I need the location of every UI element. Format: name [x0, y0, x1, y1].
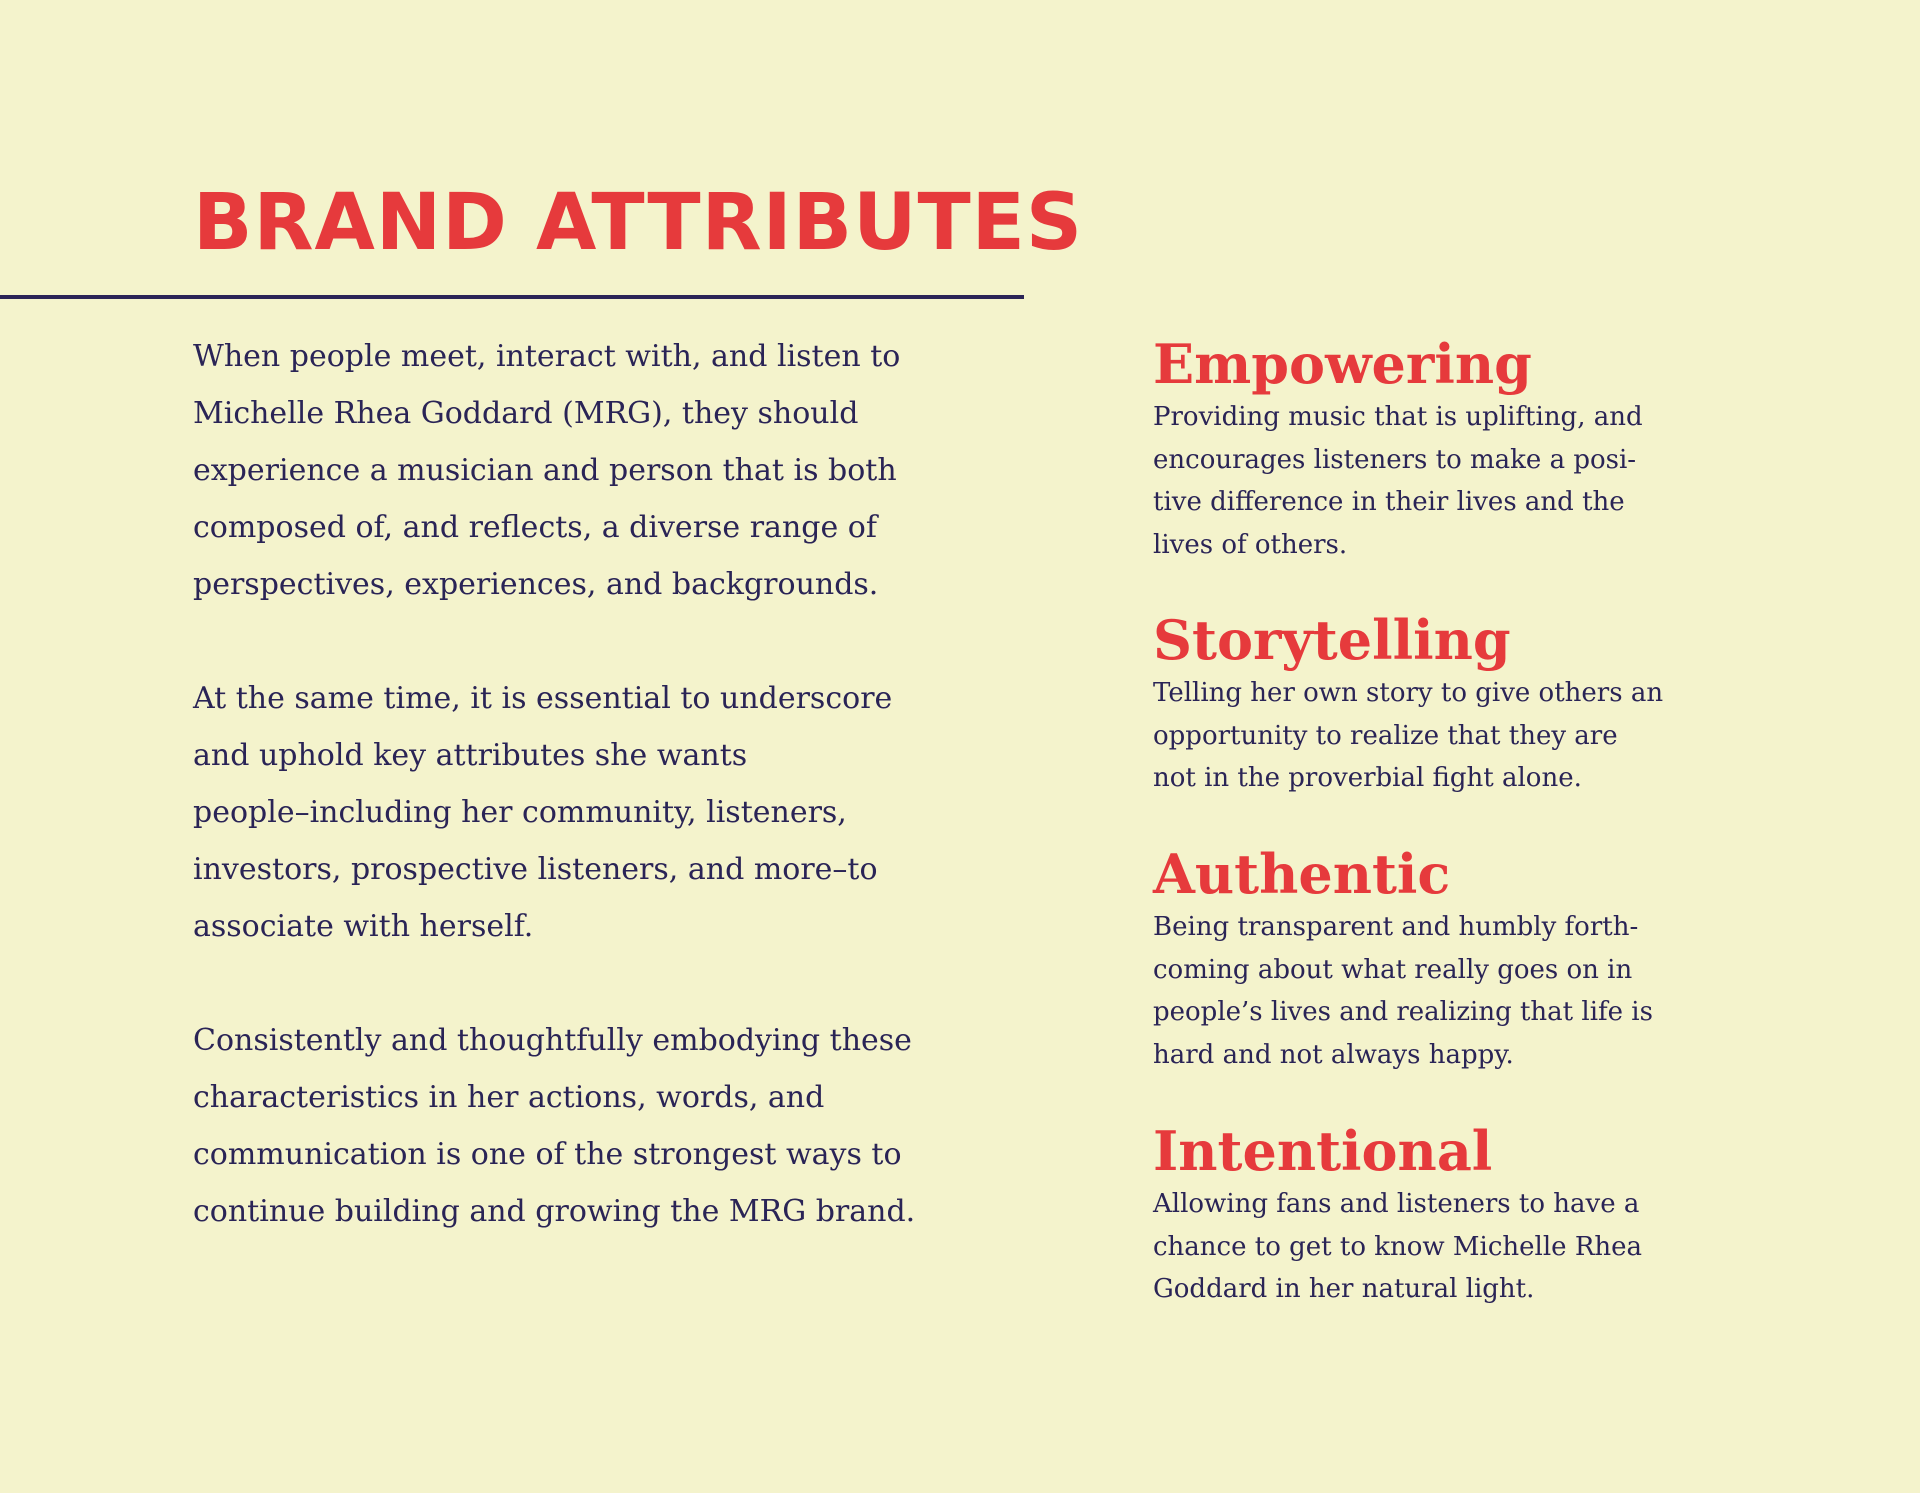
title-divider — [0, 295, 1024, 299]
intro-line: associate with herself. — [193, 909, 534, 944]
attribute-authentic — [1153, 842, 1753, 1076]
attribute-line: hard and not always happy. — [1153, 1039, 1514, 1070]
intro-line: When people meet, interact with, and listen to — [193, 339, 901, 374]
attribute-line: Allowing fans and listeners to have a — [1153, 1189, 1640, 1219]
attribute-line: tive difference in their lives and the — [1153, 487, 1625, 517]
attribute-line: encourages listeners to make a posi- — [1153, 444, 1637, 475]
intro-line: perspectives, experiences, and backgrounds. — [193, 567, 879, 602]
attribute-line: chance to get to know Michelle Rhea — [1153, 1231, 1643, 1262]
intro-line: characteristics in her actions, words, and — [193, 1080, 825, 1115]
intro-paragraph — [193, 1012, 1033, 1240]
attribute-description — [1153, 906, 1753, 1076]
intro-line: composed of, and reflects, a diverse range of — [193, 510, 877, 545]
intro-paragraph — [193, 328, 1033, 613]
attribute-line: Being transparent and humbly forth- — [1153, 912, 1639, 942]
attribute-line: not in the proverbial fight alone. — [1153, 763, 1582, 793]
intro-line: investors, prospective listeners, and more–to — [193, 852, 878, 887]
attribute-intentional — [1153, 1119, 1753, 1311]
attribute-line: Providing music that is uplifting, and — [1153, 402, 1643, 432]
intro-text — [193, 328, 1033, 1240]
attribute-line: lives of others. — [1153, 529, 1348, 560]
intro-line: communication is one of the strongest ways to — [193, 1137, 902, 1172]
intro-line: and uphold key attributes she wants — [193, 738, 748, 773]
intro-line: people–including her community, listeners, — [193, 795, 847, 830]
intro-line: Michelle Rhea Goddard (MRG), they should — [193, 396, 859, 431]
attribute-heading: Empowering — [1153, 332, 1532, 396]
attribute-description — [1153, 396, 1753, 566]
attribute-storytelling — [1153, 608, 1753, 800]
attribute-line: coming about what really goes on in — [1153, 954, 1633, 985]
intro-line: continue building and growing the MRG brand. — [193, 1194, 916, 1229]
attribute-line: Goddard in her natural light. — [1153, 1274, 1535, 1304]
page-title: BRAND ATTRIBUTES — [193, 178, 1084, 268]
attribute-heading: Storytelling — [1153, 608, 1511, 672]
attribute-heading: Authentic — [1153, 842, 1451, 906]
intro-line: experience a musician and person that is both — [193, 453, 897, 488]
intro-line: At the same time, it is essential to underscore — [193, 681, 893, 716]
intro-line: Consistently and thoughtfully embodying these — [193, 1023, 912, 1058]
attribute-line: opportunity to realize that they are — [1153, 720, 1618, 751]
intro-paragraph — [193, 670, 1033, 955]
attribute-heading: Intentional — [1153, 1119, 1493, 1183]
attribute-empowering — [1153, 332, 1753, 566]
attribute-description — [1153, 1183, 1753, 1311]
attribute-line: people’s lives and realizing that life is — [1153, 997, 1653, 1027]
attribute-description — [1153, 672, 1753, 800]
attribute-line: Telling her own story to give others an — [1153, 678, 1664, 708]
